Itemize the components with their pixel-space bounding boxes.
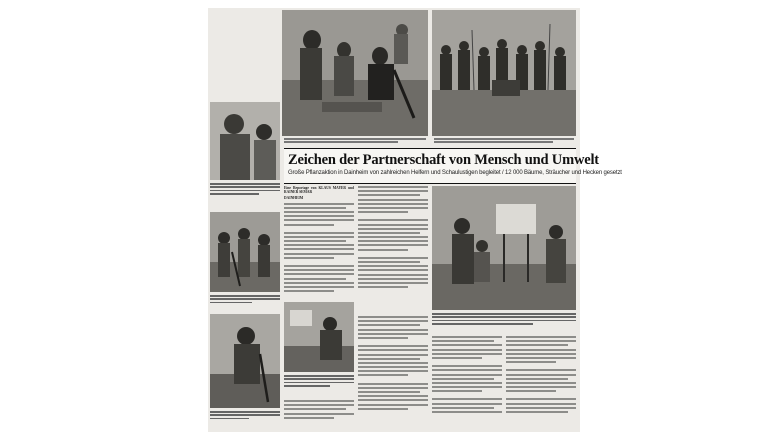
text-column-1 [284,186,354,298]
left-strip-photo-1 [210,102,280,180]
byline: Eine Reportage von KLAUS MAYER und RAINER SEMAR [284,186,354,195]
middle-photo [432,186,576,310]
subheadline: Große Pflanzaktion in Dainheim von zahlreichen Helfern und Schaulustigen begleitet / 12 000 Bäume, Sträucher und Hecken gesetzt [288,170,622,176]
headline: Zeichen der Partnerschaft von Mensch und Umwelt [288,152,599,168]
left-strip-photo-3 [210,314,280,408]
dateline: DAINHEIM [284,196,304,201]
top-right-caption [434,137,574,145]
headline-box [284,148,622,184]
text-column-6 [506,336,576,430]
top-left-caption [284,137,426,145]
top-right-photo [432,10,576,136]
middle-photo-caption [432,312,576,334]
left-caption-3 [210,410,280,428]
text-column-5 [432,336,502,430]
newspaper-clipping [208,8,622,432]
left-strip-photo-2 [210,212,280,292]
text-column-4 [358,316,428,430]
top-left-photo [282,10,428,136]
left-caption-1 [210,182,280,204]
text-column-3 [284,400,354,430]
text-column-2 [358,186,428,312]
left-caption-2 [210,294,280,312]
center-lower-photo [284,302,354,372]
center-lower-caption [284,374,354,396]
